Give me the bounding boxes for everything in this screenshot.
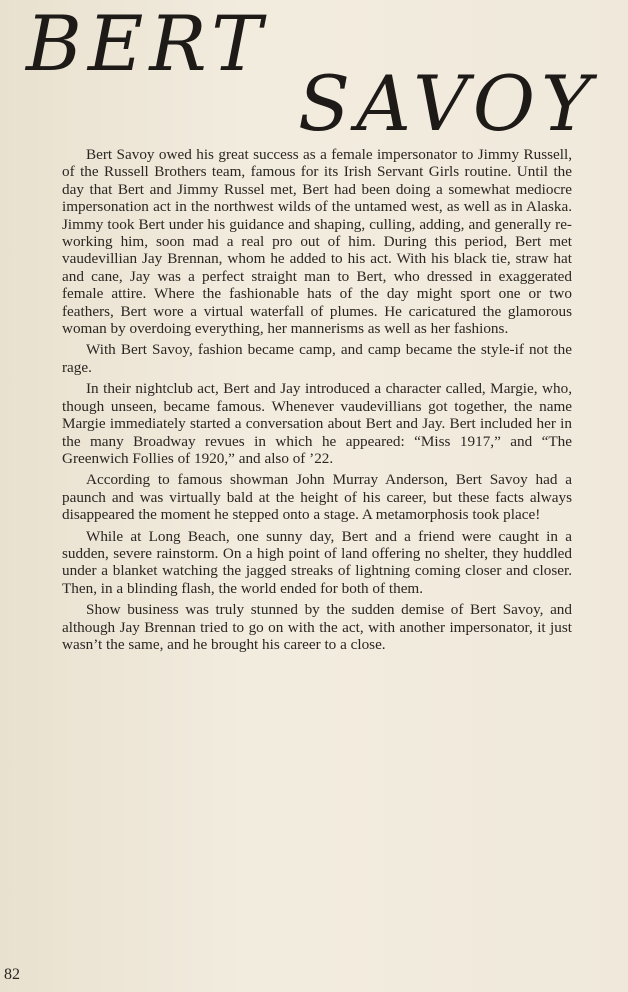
paragraph-5: While at Long Beach, one sunny day, Bert and a friend were caught in a sudden, severe rainstorm. On a high point of land offering no shelter, they huddled under a blanket watching the jagged streaks of lightning coming closer and closer. Then, in a blinding flash, the world ended for both of them. — [62, 527, 572, 597]
title-first-name: BERT — [26, 0, 268, 88]
page-number: 82 — [4, 966, 20, 983]
paragraph-6: Show business was truly stunned by the sudden demise of Bert Savoy, and although Jay Brennan tried to go on with the act, with another impersonator, it just wasn’t the same, and he brought his career to a close. — [62, 601, 572, 653]
article-body — [62, 146, 572, 657]
paragraph-4: According to famous showman John Murray Anderson, Bert Savoy had a paunch and was virtually bald at the height of his career, but these facts always disappeared the moment he stepped onto a stage. A metamorphosis took place! — [62, 471, 572, 524]
title-last-name: SAVOY — [298, 59, 598, 148]
paragraph-3: In their nightclub act, Bert and Jay introduced a character called, Margie, who, though unseen, became famous. Whenever vaudevillians got together, the name Margie immediately started a conversation about Bert and Jay. Bert included her in the many Broadway revues in which he appeared: “Miss 1917,” and “The Greenwich Follies of 1920,” and also of ’22. — [62, 380, 572, 467]
paragraph-1: Bert Savoy owed his great success as a female impersonator to Jimmy Russell, of the Russell Brothers team, famous for its Irish Servant Girls routine. Until the day that Bert and Jimmy Russel met, Bert had been doing a somewhat mediocre impersonation act in the northwest wilds of the untamed west, as well as in Alaska. Jimmy took Bert under his guidance and shaping, culling, adding, and generally re-working him, soon mad a real pro out of him. During this period, Bert met vaudevillian Jay Brennan, whom he added to his act. With his black tie, straw hat and cane, Jay was a perfect straight man to Bert, who dressed in exaggerated female attire. Where the fashionable hats of the day might sport one or two feathers, Bert wore a virtual waterfall of plumes. He caricatured the glamorous woman by overdoing everything, her mannerisms as well as her fashions. — [62, 146, 572, 338]
paragraph-2: With Bert Savoy, fashion became camp, and camp became the style-if not the rage. — [62, 341, 572, 376]
